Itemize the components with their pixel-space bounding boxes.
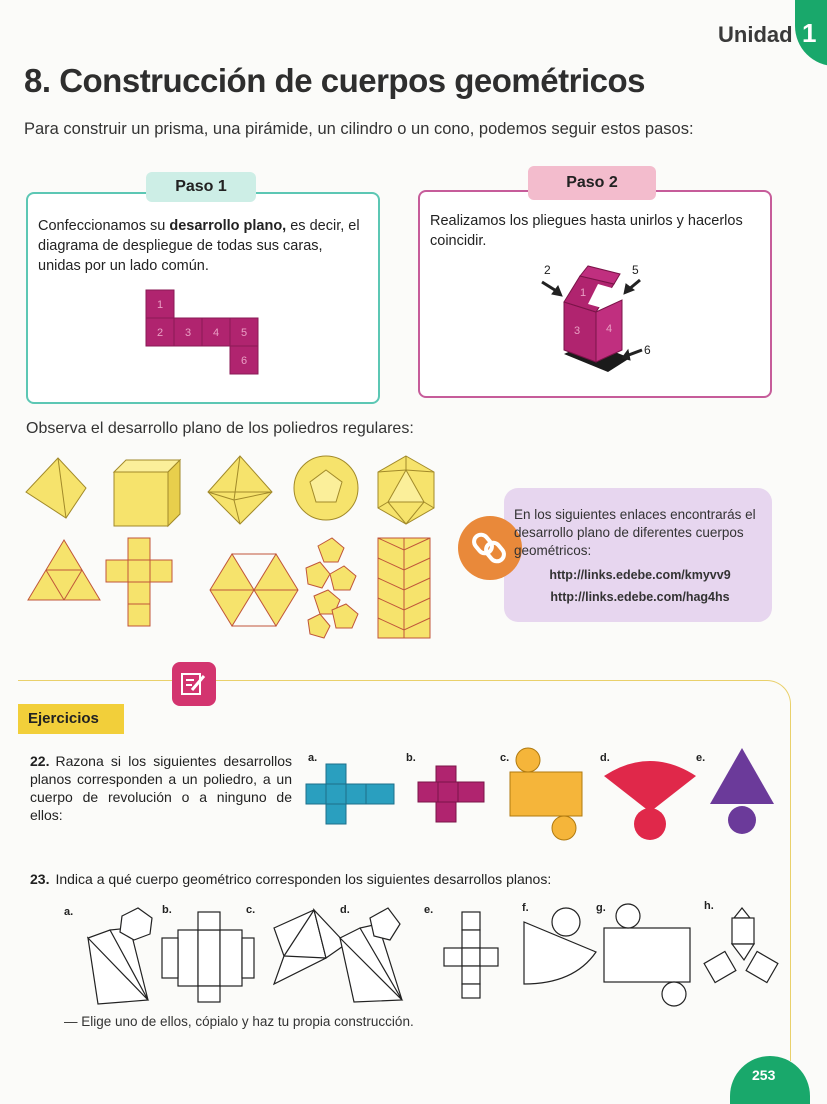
step-2-tab: Paso 2 <box>528 166 656 200</box>
exercise-23: 23. Indica a qué cuerpo geométrico corresponden los siguientes desarrollos planos: <box>30 871 552 887</box>
q22-net-b <box>418 766 484 822</box>
q23-net-c <box>274 910 346 984</box>
q22-net-a <box>306 764 394 824</box>
q23-net-f <box>524 908 596 984</box>
q23-option-a: a. <box>64 906 74 918</box>
page-number: 253 <box>752 1067 776 1083</box>
net-label: 6 <box>241 355 248 367</box>
q22-net-d <box>604 761 696 840</box>
q22-option-e: e. <box>696 752 706 764</box>
fold-label: 4 <box>606 323 613 335</box>
q23-net-g <box>604 904 690 1006</box>
step-1-tab: Paso 1 <box>146 172 256 202</box>
unit-label: Unidad <box>718 22 793 47</box>
dodecahedron-net-icon <box>306 538 358 638</box>
fold-label: 3 <box>574 325 581 337</box>
q22-option-d: d. <box>600 752 610 764</box>
links-text: En los siguientes enlaces encontrarás el desarrollo plano de diferentes cuerpos geométricos: http://links.edebe.com/kmyvv9 http://links.edebe.com/hag4hs <box>514 506 766 606</box>
q23-option-d: d. <box>340 904 350 916</box>
regular-polyhedra-illustrations <box>22 452 442 532</box>
q23-option-e: e. <box>424 904 434 916</box>
folded-cube-diagram <box>536 262 666 374</box>
fold-label: 1 <box>580 287 587 299</box>
q23-option-f: f. <box>522 902 529 914</box>
q22-option-b: b. <box>406 752 416 764</box>
cube-icon <box>114 472 168 526</box>
q22-net-c <box>510 748 582 840</box>
step-1-text: Confeccionamos su desarrollo plano, es decir, el diagrama de despliegue de todas sus caras, unidas por un lado común. <box>38 218 360 274</box>
fold-label: 5 <box>632 263 639 277</box>
q23-option-h: h. <box>704 900 714 912</box>
tetrahedron-icon <box>26 458 86 518</box>
exercise-22: 22. Razona si los siguientes desarrollos planos corresponden a un poliedro, a un cuerpo de revolución o a ninguno de ellos: <box>30 753 292 823</box>
q23-net-d <box>340 908 402 1002</box>
final-instruction: — Elige uno de ellos, cópialo y haz tu propia construcción. <box>64 1014 414 1029</box>
q23-net-e <box>444 912 498 998</box>
q23-nets <box>78 908 778 1008</box>
observe-text: Observa el desarrollo plano de los poliedros regulares: <box>26 420 414 437</box>
fold-label: 2 <box>544 263 551 277</box>
pencil-note-icon <box>180 670 208 698</box>
unit-number: 1 <box>802 18 817 48</box>
q23-option-g: g. <box>596 902 606 914</box>
net-label: 5 <box>241 327 248 339</box>
q22-option-c: c. <box>500 752 510 764</box>
link-url-1[interactable]: http://links.edebe.com/kmyvv9 <box>549 568 731 582</box>
net-label: 4 <box>213 327 220 339</box>
exercises-label: Ejercicios <box>18 704 124 734</box>
step-2-text: Realizamos los pliegues hasta unirlos y hacerlos coincidir. <box>430 213 743 249</box>
net-label: 2 <box>157 327 164 339</box>
net-label: 1 <box>157 299 164 311</box>
q23-net-b <box>162 912 254 1002</box>
q22-net-e <box>710 748 774 834</box>
octahedron-net-icon <box>210 554 298 626</box>
q22-option-a: a. <box>308 752 318 764</box>
regular-polyhedra-nets <box>28 534 448 642</box>
octahedron-icon <box>208 456 272 524</box>
net-label: 3 <box>185 327 192 339</box>
cube-net-diagram <box>146 290 266 376</box>
page-title: 8. Construcción de cuerpos geométricos <box>24 62 645 99</box>
cube-net-icon <box>106 538 172 626</box>
q23-option-c: c. <box>246 904 256 916</box>
q23-net-h <box>704 908 778 983</box>
q22-nets <box>306 746 786 842</box>
link-url-2[interactable]: http://links.edebe.com/hag4hs <box>550 590 730 604</box>
q23-option-b: b. <box>162 904 172 916</box>
q23-net-a <box>88 908 152 1004</box>
chain-link-icon <box>474 532 506 564</box>
icosahedron-net-icon <box>378 538 430 638</box>
fold-label: 6 <box>644 343 651 357</box>
intro-text: Para construir un prisma, una pirámide, un cilindro o un cono, podemos seguir estos pasos: <box>24 120 694 138</box>
